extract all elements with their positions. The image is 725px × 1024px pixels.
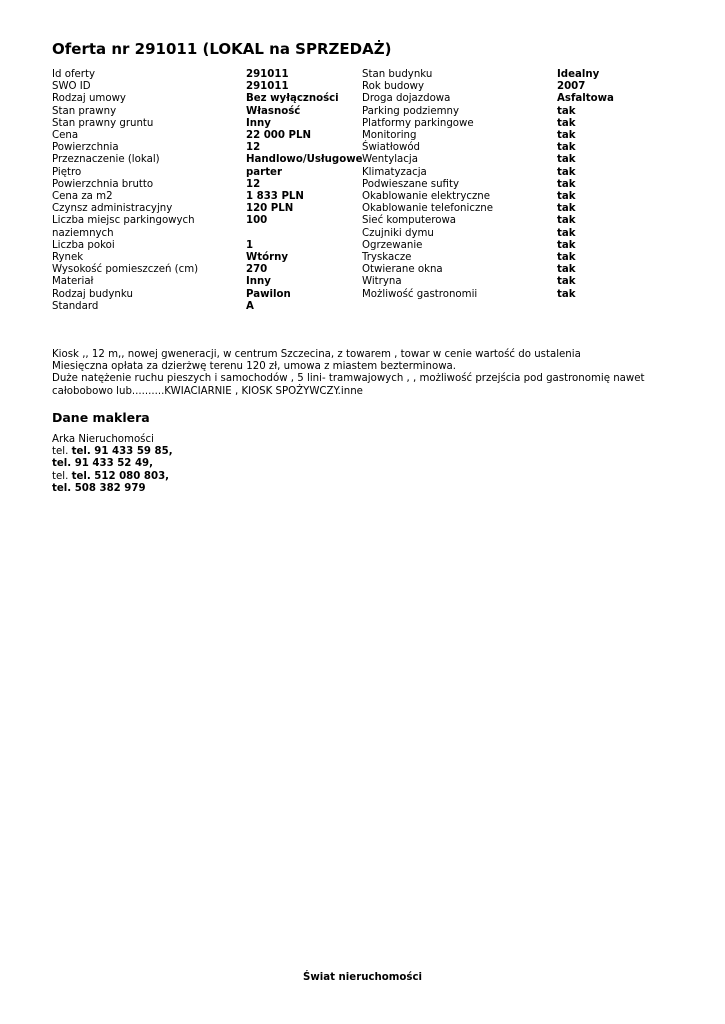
property-row [52,154,363,166]
property-row [52,215,363,239]
broker-phone-line [52,446,173,458]
property-row [362,106,614,118]
property-label: Rodzaj budynku [52,288,133,300]
property-label: Stan prawny gruntu [52,117,154,129]
property-label: Wentylacja [362,154,418,166]
description-line: Kiosk ,, 12 m,, nowej gweneracji, w centrum Szczecina, z towarem , towar w cenie wartość do ustalenia [52,349,581,360]
property-value: tak [557,252,576,264]
description-line: Miesięczna opłata za dzierżwę terenu 120 zł, umowa z miastem bezterminowa. [52,361,457,373]
property-value: tak [557,105,576,117]
property-label: Rodzaj umowy [52,93,126,105]
property-row [362,203,614,215]
broker-heading: Dane maklera [52,410,150,425]
property-label: Wysokość pomieszczeń (cm) [52,264,199,276]
property-row [52,118,363,130]
property-row [52,264,363,276]
property-label: Okablowanie elektryczne [362,191,491,203]
broker-agency: Arka Nieruchomości [52,434,154,445]
property-label: Klimatyzacja [362,166,427,178]
broker-phone: tel. 91 433 59 85, [71,446,173,458]
property-value: tak [557,154,576,166]
property-row [52,69,363,81]
property-label: Standard [52,300,99,312]
property-value: Wtórny [246,252,289,264]
property-value: 2007 [557,81,586,93]
property-row [362,264,614,276]
property-label: Powierzchnia [52,142,119,154]
property-label: Tryskacze [362,252,412,264]
property-label: Liczba pokoi [52,239,115,251]
broker-phone: tel. 91 433 52 49, [52,458,153,470]
property-row [52,130,363,142]
property-row [52,203,363,215]
property-value: tak [557,130,576,142]
property-value: Bez wyłączności [246,93,339,105]
property-label: Witryna [362,276,402,288]
property-row [52,93,363,105]
property-label: Parking podziemny [362,105,460,117]
property-label: Materiał [52,276,94,288]
property-value: Pawilon [246,288,291,300]
property-row [362,289,614,301]
property-row [52,240,363,252]
property-value: 291011 [246,69,289,80]
property-label: Id oferty [52,69,96,80]
property-value: Inny [246,276,271,288]
property-label: Platformy parkingowe [362,117,474,129]
offer-properties-left [52,69,363,313]
property-label: Czujniki dymu [362,227,434,239]
property-row [52,106,363,118]
property-value: Asfaltowa [557,93,614,105]
property-row [362,228,614,240]
property-row [52,191,363,203]
property-value: 291011 [246,81,289,93]
broker-phone: tel. 512 080 803, [71,470,170,482]
property-row [362,81,614,93]
property-value: 12 [246,178,261,190]
property-value: tak [557,239,576,251]
phone-prefix: tel. [52,446,69,458]
property-label: SWO ID [52,81,91,93]
property-row [52,81,363,93]
property-value: parter [246,166,282,178]
phone-prefix: tel. [52,470,69,482]
property-row [362,93,614,105]
property-value: 120 PLN [246,203,294,215]
property-row [362,142,614,154]
property-row [362,118,614,130]
property-label: Cena za m2 [52,191,113,203]
broker-phone-line [52,458,173,470]
property-value: 100 [246,215,268,227]
property-label: Rok budowy [362,81,424,93]
property-row [362,252,614,264]
property-label: Rynek [52,252,84,264]
property-value: tak [557,191,576,203]
property-label: Otwierane okna [362,264,443,276]
property-label: Liczba miejsc parkingowych naziemnych [52,215,195,239]
property-value: Własność [246,105,301,117]
property-value: tak [557,166,576,178]
page-title: Oferta nr 291011 (LOKAL na SPRZEDAŻ) [52,40,392,58]
property-row [52,142,363,154]
property-label: Droga dojazdowa [362,93,451,105]
property-row [362,215,614,227]
property-row [362,167,614,179]
property-value: Handlowo/Usługowe [246,154,363,166]
property-value: tak [557,203,576,215]
property-row [52,289,363,301]
property-label: Podwieszane sufity [362,178,459,190]
property-label: Stan budynku [362,69,433,80]
property-row [362,154,614,166]
property-label: Przeznaczenie (lokal) [52,154,160,166]
property-value: tak [557,227,576,239]
property-row [52,252,363,264]
properties-left-body [52,69,363,313]
property-label: Możliwość gastronomii [362,288,478,300]
property-row [362,130,614,142]
property-row [362,179,614,191]
property-label: Stan prawny [52,105,117,117]
offer-properties-right [362,69,614,301]
property-value: tak [557,288,576,300]
property-value: 22 000 PLN [246,130,312,142]
property-value: 1 833 PLN [246,191,304,203]
property-value: tak [557,215,576,227]
property-label: Czynsz administracyjny [52,203,173,215]
property-value: tak [557,178,576,190]
property-row [52,167,363,179]
broker-phone-line [52,471,173,483]
property-label: Monitoring [362,130,417,142]
footer-brand: Świat nieruchomości [303,972,422,983]
property-label: Ogrzewanie [362,239,423,251]
property-value: A [246,300,254,312]
offer-description [52,349,672,398]
property-label: Okablowanie telefoniczne [362,203,494,215]
property-value: Inny [246,117,271,129]
property-row [52,276,363,288]
property-label: Światłowód [362,142,421,154]
property-label: Piętro [52,166,82,178]
property-value: tak [557,142,576,154]
property-row [52,301,363,313]
property-value: 1 [246,239,254,251]
property-label: Sieć komputerowa [362,215,457,227]
property-row [362,69,614,81]
property-row [362,240,614,252]
property-row [362,191,614,203]
property-value: Idealny [557,69,600,80]
property-value: tak [557,276,576,288]
property-label: Cena [52,130,79,142]
property-label: Powierzchnia brutto [52,178,154,190]
property-row [52,179,363,191]
property-row [362,276,614,288]
property-value: 12 [246,142,261,154]
property-value: tak [557,264,576,276]
broker-details [52,434,173,495]
property-value: 270 [246,264,268,276]
broker-phone: tel. 508 382 979 [52,482,146,494]
property-value: tak [557,117,576,129]
description-line: całobobowo lub..........KWIACIARNIE , KIOSK SPOŻYWCZY.inne [52,385,363,397]
description-line: Duże natężenie ruchu pieszych i samochodów , 5 lini- tramwajowych , , możliwość przejścia pod gastronomię nawet [52,373,645,385]
properties-right-body [362,69,614,301]
broker-phone-line [52,483,173,495]
